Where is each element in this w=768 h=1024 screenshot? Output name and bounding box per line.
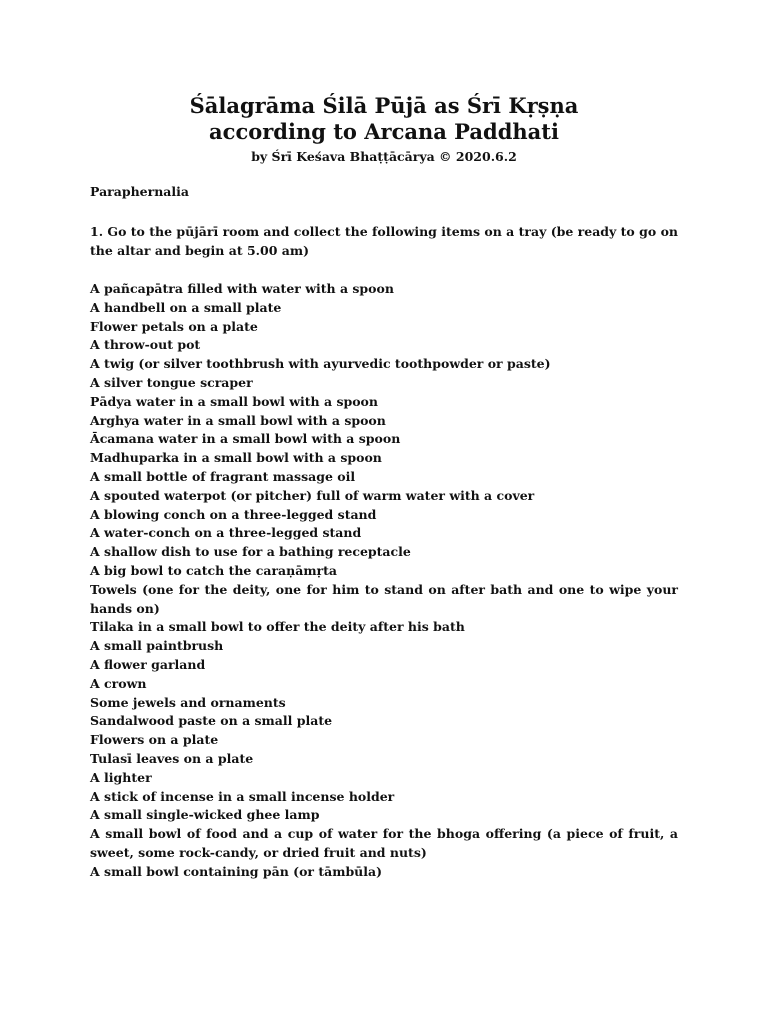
list-item: Flowers on a plate (90, 732, 219, 748)
list-item: Madhuparka in a small bowl with a spoon (90, 450, 382, 466)
list-item: A small paintbrush (90, 638, 224, 654)
list-item: A throw-out pot (90, 337, 201, 353)
list-item: Tilaka in a small bowl to offer the deity after his bath (90, 619, 465, 635)
author-byline: by Śrī Keśava Bhaṭṭācārya © 2020.6.2 (251, 149, 517, 164)
list-item: Ācamana water in a small bowl with a spoon (90, 431, 401, 447)
list-item: Sandalwood paste on a small plate (90, 713, 333, 729)
list-item: Tulasī leaves on a plate (90, 750, 254, 766)
list-item: A flower garland (90, 656, 206, 672)
list-item: A blowing conch on a three-legged stand (90, 506, 377, 522)
list-item: A shallow dish to use for a bathing receptacle (90, 544, 411, 560)
list-item: A small bowl containing pān (or tāmbūla) (90, 863, 383, 879)
list-item: A big bowl to catch the caraṇāmṛta (90, 562, 338, 578)
list-item: Some jewels and ornaments (90, 694, 286, 710)
list-item: Pādya water in a small bowl with a spoon (90, 393, 378, 409)
list-item: A handbell on a small plate (90, 299, 282, 315)
list-item: A silver tongue scraper (90, 374, 253, 390)
list-item: A crown (90, 675, 147, 691)
section-heading: Paraphernalia (90, 184, 189, 199)
list-item: A stick of incense in a small incense holder (90, 788, 395, 804)
list-item: A spouted waterpot (or pitcher) full of warm water with a cover (90, 487, 535, 503)
list-item: A twig (or silver toothbrush with ayurvedic toothpowder or paste) (90, 356, 551, 372)
list-item: Arghya water in a small bowl with a spoon (90, 412, 386, 428)
list-item: Flower petals on a plate (90, 318, 258, 334)
instruction-paragraph: 1. Go to the pūjārī room and collect the following items on a tray (be ready to go on the altar and begin at 5.00 am) (90, 224, 678, 258)
list-item: Towels (one for the deity, one for him to stand on after bath and one to wipe your hands on) (90, 581, 678, 616)
list-item: A small bottle of fragrant massage oil (90, 468, 356, 484)
list-item: A small bowl of food and a cup of water for the bhoga offering (a piece of fruit, a sweet, some rock-candy, or dried fruit and nuts) (90, 826, 678, 860)
list-item: A lighter (90, 769, 152, 785)
document-title-line-2: according to Arcana Paddhati (209, 119, 559, 144)
list-item: A water-conch on a three-legged stand (90, 525, 362, 541)
list-item: A small single-wicked ghee lamp (90, 807, 320, 823)
list-item: A pañcapātra filled with water with a spoon (90, 281, 394, 296)
paraphernalia-list (90, 280, 678, 882)
document-title-line-1: Śālagrāma Śilā Pūjā as Śrī Kṛṣṇa (189, 93, 579, 118)
